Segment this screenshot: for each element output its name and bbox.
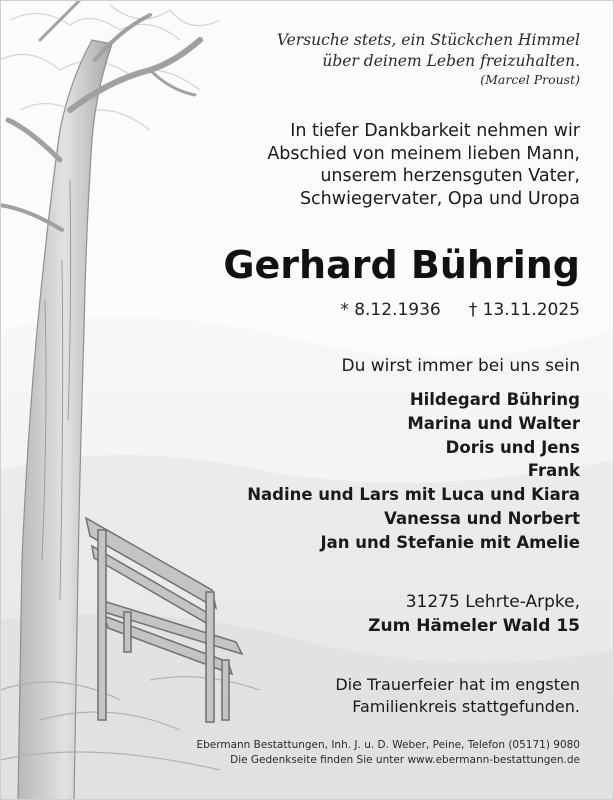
intro-line: In tiefer Dankbarkeit nehmen wir (290, 121, 580, 141)
death-date: † 13.11.2025 (468, 300, 580, 320)
mourners-list (140, 388, 580, 555)
mourner-entry: Marina und Walter (407, 413, 580, 433)
ceremony-line: Die Trauerfeier hat im engsten (335, 675, 580, 694)
address-city: 31275 Lehrte-Arpke, (405, 592, 580, 612)
intro-line: Abschied von meinem lieben Mann, (267, 143, 580, 164)
mourner-entry: Vanessa und Norbert (384, 508, 580, 528)
funeral-home-footer (120, 738, 580, 768)
intro-line: unserem herzensguten Vater, (320, 166, 580, 186)
mourner-entry: Doris und Jens (445, 437, 580, 457)
address-street: Zum Hämeler Wald 15 (368, 616, 580, 636)
tagline: Du wirst immer bei uns sein (341, 356, 580, 376)
ceremony-note (180, 674, 580, 718)
ceremony-line: Familienkreis stattgefunden. (352, 697, 580, 716)
quote-line: über deinem Leben freizuhalten. (322, 52, 580, 70)
quote-line: Versuche stets, ein Stückchen Himmel (276, 31, 580, 49)
intro-text (160, 120, 580, 210)
quote (160, 30, 580, 88)
memorial-page-info: Die Gedenkseite finden Sie unter www.ebermann-bestattungen.de (230, 754, 580, 766)
intro-line: Schwiegervater, Opa und Uropa (299, 188, 580, 209)
funeral-home-info: Ebermann Bestattungen, Inh. J. u. D. Weber, Peine, Telefon (05171) 9080 (196, 739, 580, 751)
life-dates (180, 298, 580, 322)
mourner-entry: Jan und Stefanie mit Amelie (320, 532, 580, 552)
deceased-name: Gerhard Bühring (223, 243, 580, 287)
mourner-entry: Nadine und Lars mit Luca und Kiara (247, 485, 580, 505)
mourner-entry: Hildegard Bühring (409, 390, 580, 409)
quote-author: (Marcel Proust) (480, 72, 580, 87)
address (180, 590, 580, 638)
mourner-entry: Frank (527, 461, 580, 481)
birth-date: * 8.12.1936 (340, 300, 441, 320)
